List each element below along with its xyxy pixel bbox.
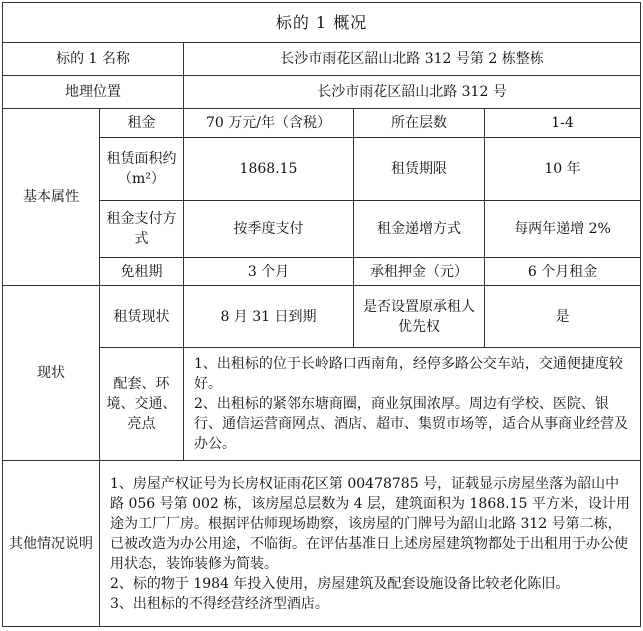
- other-info-text: [100, 461, 641, 627]
- property-info-table: [2, 2, 641, 627]
- term-label: 租赁期限: [354, 138, 485, 201]
- location-label: 地理位置: [3, 76, 184, 109]
- area-label: 租赁面积约（m²）: [100, 138, 184, 201]
- payment-value: 按季度支付: [184, 201, 354, 258]
- priority-label: 是否设置原承租人优先权: [354, 286, 485, 348]
- priority-value: 是: [485, 286, 641, 348]
- facilities-text: [184, 348, 641, 461]
- rent-value: 70 万元/年（含税）: [184, 109, 354, 138]
- other-info-paragraph: 3、出租标的不得经营经济型酒店。: [110, 595, 329, 612]
- free-rent-label: 免租期: [100, 258, 184, 286]
- increase-value: 每两年递增 2%: [485, 201, 641, 258]
- other-info-label: 其他情况说明: [3, 461, 100, 627]
- deposit-value: 6 个月租金: [485, 258, 641, 286]
- facilities-paragraph: 1、出租标的位于长岭路口西南角，经停多路公交车站，交通便捷度较好。: [194, 356, 623, 392]
- lease-status-label: 租赁现状: [100, 286, 184, 348]
- floors-label: 所在层数: [354, 109, 485, 138]
- deposit-label: 承租押金（元）: [354, 258, 485, 286]
- term-value: 10 年: [485, 138, 641, 201]
- status-group-label: 现状: [3, 286, 100, 461]
- name-value: 长沙市雨花区韶山北路 312 号第 2 栋整栋: [184, 43, 641, 76]
- area-value: 1868.15: [184, 138, 354, 201]
- increase-label: 租金递增方式: [354, 201, 485, 258]
- payment-label: 租金支付方式: [100, 201, 184, 258]
- lease-status-value: 8 月 31 日到期: [184, 286, 354, 348]
- facilities-paragraph: 2、出租标的紧邻东塘商圈，商业氛围浓厚。周边有学校、医院、银行、通信运营商网点、酒店、超市、集贸市场等，适合从事商业经营及办公。: [194, 396, 628, 452]
- name-label: 标的 1 名称: [3, 43, 184, 76]
- basic-group-label: 基本属性: [3, 109, 100, 286]
- rent-label: 租金: [100, 109, 184, 138]
- floors-value: 1-4: [485, 109, 641, 138]
- table-title: 标的 1 概况: [3, 3, 641, 43]
- location-value: 长沙市雨花区韶山北路 312 号: [184, 76, 641, 109]
- other-info-paragraph: 2、标的物于 1984 年投入使用，房屋建筑及配套设施设备比较老化陈旧。: [110, 575, 570, 592]
- free-rent-value: 3 个月: [184, 258, 354, 286]
- facilities-label: 配套、环境、交通、亮点: [100, 348, 184, 461]
- other-info-paragraph: 1、房屋产权证号为长房权证雨花区第 00478785 号，证载显示房屋坐落为韶山中路 056 号第 002 栋，该房屋总层数为 4 层，建筑面积为 1868.15 平方米，设计用途为工厂厂房。根据评估师现场勘察，该房屋的门牌号为韶山北路 312 号第二栋，已被改造为办公用途，不临街。在评估基准日上述房屋建筑物都处于出租用于办公使用状态，装饰装修为简装。: [110, 475, 630, 572]
